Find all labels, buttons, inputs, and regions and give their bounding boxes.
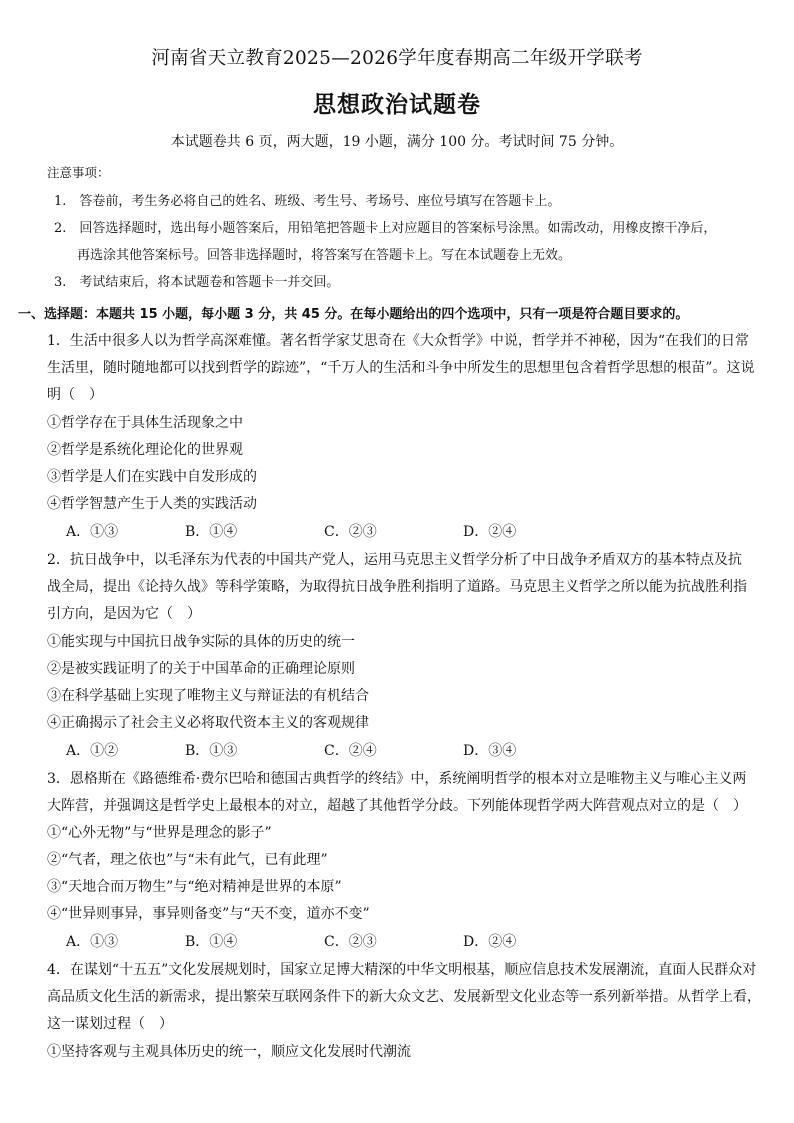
choice-c: C．②④ [324, 743, 377, 759]
choice-d: D．③④ [463, 743, 517, 759]
statement: ③在科学基础上实现了唯物主义与辩证法的有机结合 [47, 688, 369, 704]
statement: ①坚持客观与主观具体历史的统一，顺应文化发展时代潮流 [47, 1044, 411, 1060]
statement: ①能实现与中国抗日战争实际的具体的历史的统一 [47, 634, 355, 650]
notice-item: 1. 答卷前，考生务必将自己的姓名、班级、考生号、考场号、座位号填写在答题卡上。 [54, 194, 561, 209]
statement: ④正确揭示了社会主义必将取代资本主义的客观规律 [47, 715, 369, 731]
section-prefix: 一、选择题： [18, 307, 97, 322]
choice-b: B．①④ [185, 934, 238, 950]
statement: ②哲学是系统化理论化的世界观 [47, 442, 243, 458]
notice-item: 2. 回答选择题时，选出每小题答案后，用铅笔把答题卡上对应题目的答案标号涂黑。如需改动，用橡皮擦干净后， [54, 221, 717, 236]
question-line: 2．抗日战争中，以毛泽东为代表的中国共产党人，运用马克思主义哲学分析了中日战争矛盾双方的基本特点及抗 [47, 552, 742, 568]
question-line: 生活里，随时随地都可以找到哲学的踪迹”，“千万人的生活和斗争中所发生的思想里包含着哲学思想的根苗”。这说 [47, 360, 755, 376]
statement: ②是被实践证明了的关于中国革命的正确理论原则 [47, 661, 355, 677]
question-line: 1．生活中很多人以为哲学高深难懂。著名哲学家艾思奇在《大众哲学》中说，哲学并不神秘，因为“在我们的日常 [47, 333, 750, 349]
statement: ③“天地合而万物生”与“绝对精神是世界的本原” [47, 879, 342, 895]
question-line: 战全局，提出《论持久战》等科学策略，为取得抗日战争胜利指明了道路。马克思主义哲学之所以能为抗战胜利指 [47, 579, 747, 595]
question-line: 4．在谋划“十五五”文化发展规划时，国家立足博大精深的中华文明根基，顺应信息技术发展潮流，直面人民群众对 [47, 962, 757, 978]
question-line: 这一谋划过程（ ） [47, 1016, 173, 1032]
statement: ②“气者，理之依也”与“未有此气，已有此理” [47, 852, 328, 868]
question-line: 3．恩格斯在《路德维希·费尔巴哈和德国古典哲学的终结》中，系统阐明哲学的根本对立是唯物主义与唯心主义两 [47, 771, 747, 787]
notice-title: 注意事项： [47, 165, 110, 180]
subject-title: 思想政治试题卷 [313, 91, 481, 118]
exam-title: 河南省天立教育2025—2026学年度春期高二年级开学联考 [151, 48, 643, 69]
section-heading [18, 303, 688, 322]
choice-b: B．①③ [185, 743, 238, 759]
statement: ③哲学是人们在实践中自发形成的 [47, 469, 257, 485]
choice-a: A．①③ [66, 524, 119, 540]
question-line: 引方向，是因为它（ ） [47, 606, 201, 622]
exam-info: 本试题卷共 6 页，两大题，19 小题，满分 100 分。考试时间 75 分钟。 [170, 134, 624, 150]
notice-item-continued: 再选涂其他答案标号。回答非选择题时，将答案写在答题卡上。写在本试题卷上无效。 [77, 248, 572, 263]
question-line: 高品质文化生活的新需求，提出繁荣互联网条件下的新大众文艺、发展新型文化业态等一系列新举措。从哲学上看， [47, 989, 761, 1005]
statement: ①“心外无物”与“世界是理念的影子” [47, 825, 272, 841]
section-suffix: 在每小题给出的四个选项中，只有一项是符合题目要求的。 [350, 307, 689, 322]
question-line: 大阵营，并强调这是哲学史上最根本的对立，超越了其他哲学分歧。下列能体现哲学两大阵营观点对立的是（ ） [47, 798, 747, 814]
notice-item: 3. 考试结束后，将本试题卷和答题卡一并交回。 [54, 275, 340, 290]
choice-d: D．②④ [463, 524, 517, 540]
section-bold-text: 本题共 15 小题，每小题 3 分，共 45 分。 [96, 307, 351, 322]
choice-d: D．②④ [463, 934, 517, 950]
statement: ④哲学智慧产生于人类的实践活动 [47, 496, 257, 512]
choice-c: C．②③ [324, 934, 377, 950]
statement: ①哲学存在于具体生活现象之中 [47, 415, 243, 431]
statement: ④“世异则事异，事异则备变”与“天不变，道亦不变” [47, 906, 370, 922]
choice-c: C．②③ [324, 524, 377, 540]
choice-a: A．①③ [66, 934, 119, 950]
question-line: 明（ ） [47, 387, 103, 403]
choice-b: B．①④ [185, 524, 238, 540]
choice-a: A．①② [66, 743, 119, 759]
